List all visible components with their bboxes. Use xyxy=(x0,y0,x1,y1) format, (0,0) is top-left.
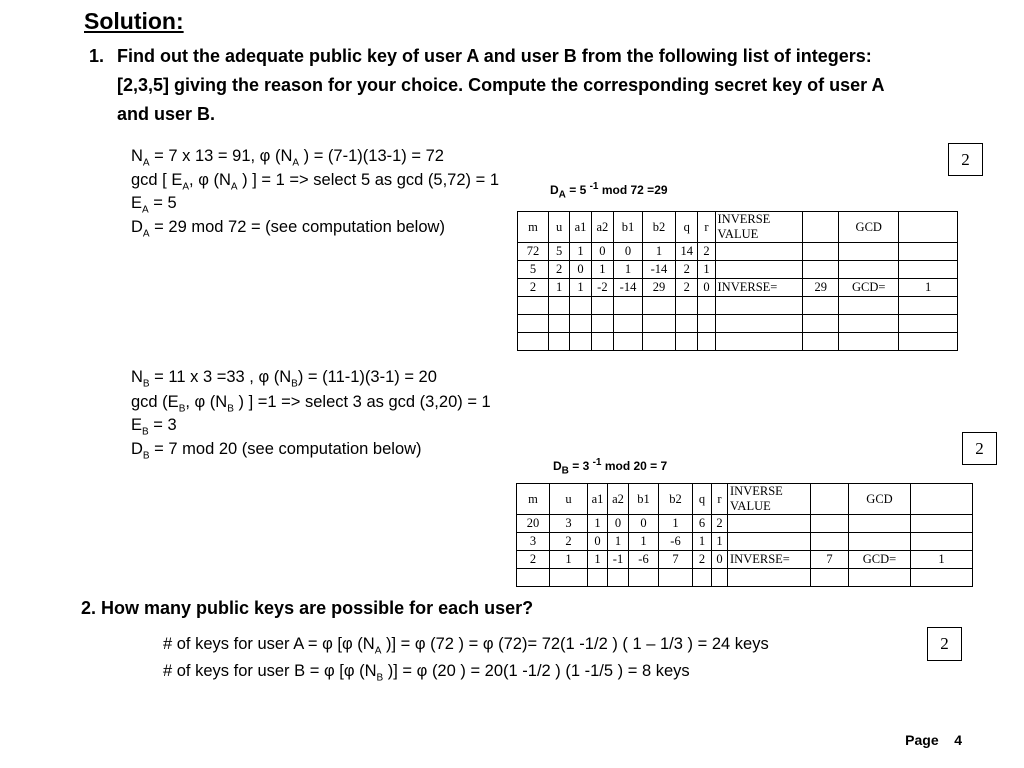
table-cell: m xyxy=(518,212,549,243)
table-cell xyxy=(698,315,715,333)
marks-box-a: 2 xyxy=(948,143,983,176)
table-cell xyxy=(849,515,911,533)
table-cell: 0 xyxy=(588,533,608,551)
table-cell: 1 xyxy=(642,243,675,261)
user-a-line-2: gcd [ $E_A$, φ ($N_A$ ) ] = 1 => select 5 as gcd (5,72) = 1 xyxy=(131,171,499,193)
table-cell: INVERSE= xyxy=(728,551,811,569)
question-1-number: 1. xyxy=(89,46,105,66)
table-cell xyxy=(614,297,643,315)
table-cell: 0 xyxy=(712,551,728,569)
table-cell: 1 xyxy=(911,551,973,569)
table-cell: INVERSE VALUE xyxy=(715,212,803,243)
table-cell xyxy=(839,297,899,315)
table-cell: 2 xyxy=(550,533,588,551)
table-cell: -6 xyxy=(629,551,659,569)
table-cell: GCD xyxy=(839,212,899,243)
table-cell: 2 xyxy=(517,551,550,569)
question-1-line-1: Find out the adequate public key of user A and user B from the following list of integers: xyxy=(117,46,872,66)
table-cell xyxy=(548,297,569,315)
table-cell: 5 xyxy=(518,261,549,279)
table-cell: b1 xyxy=(629,484,659,515)
table-row xyxy=(518,279,958,297)
table-cell: 1 xyxy=(588,515,608,533)
table-cell: 1 xyxy=(591,261,613,279)
table-cell xyxy=(642,315,675,333)
table-cell: 1 xyxy=(548,279,569,297)
table-cell xyxy=(849,533,911,551)
table-row xyxy=(518,261,958,279)
table-row xyxy=(517,533,973,551)
question-1-line-3: and user B. xyxy=(117,104,216,124)
table-cell: -1 xyxy=(608,551,629,569)
user-b-line-3: $E_B = 3$ xyxy=(131,416,177,438)
table-cell xyxy=(715,243,803,261)
table-cell: 14 xyxy=(676,243,698,261)
table-cell: 3 xyxy=(550,515,588,533)
user-a-inverse-label: $D_A = 5$ $^{-1}$ mod 72 =29 xyxy=(550,181,668,201)
table-cell: b2 xyxy=(642,212,675,243)
user-a-line-3: $E_A = 5$ xyxy=(131,194,177,216)
table-cell: r xyxy=(698,212,715,243)
table-row xyxy=(518,297,958,315)
table-cell: u xyxy=(548,212,569,243)
table-cell xyxy=(642,297,675,315)
table-cell xyxy=(715,297,803,315)
table-cell: 2 xyxy=(518,279,549,297)
table-cell: 2 xyxy=(676,261,698,279)
table-cell xyxy=(676,333,698,351)
table-cell: 20 xyxy=(517,515,550,533)
table-cell xyxy=(608,569,629,587)
user-b-line-2: $\gcd (E_B$, φ ($N_B$ ) ] =1 => select 3 as gcd (3,20) = 1 xyxy=(131,393,491,415)
table-cell: a1 xyxy=(588,484,608,515)
table-cell xyxy=(728,533,811,551)
table-cell xyxy=(728,515,811,533)
table-cell xyxy=(803,243,839,261)
table-cell: -2 xyxy=(591,279,613,297)
question-2-heading: 2. How many public keys are possible for each user? xyxy=(81,598,534,618)
table-cell: 2 xyxy=(693,551,712,569)
table-cell xyxy=(811,533,849,551)
table-cell: 72 xyxy=(518,243,549,261)
table-cell: 1 xyxy=(570,279,591,297)
user-b-computation-table xyxy=(516,483,973,587)
table-cell: a1 xyxy=(570,212,591,243)
table-cell: 0 xyxy=(698,279,715,297)
table-cell xyxy=(518,297,549,315)
user-a-computation-table xyxy=(517,211,958,351)
table-cell: INVERSE VALUE xyxy=(728,484,811,515)
table-cell: -14 xyxy=(642,261,675,279)
table-cell: 29 xyxy=(803,279,839,297)
page-title: Solution: xyxy=(84,8,184,34)
table-cell xyxy=(715,261,803,279)
table-cell xyxy=(591,297,613,315)
table-row xyxy=(517,569,973,587)
table-cell: q xyxy=(693,484,712,515)
question-1-line-2: [2,3,5] giving the reason for your choice. Compute the corresponding secret key of user A xyxy=(117,75,885,95)
user-a-line-1: $N_A = 7$ x 13 = 91, φ ($N_A$ ) = (7-1)(13-1) = 72 xyxy=(131,147,444,169)
table-cell: a2 xyxy=(591,212,613,243)
table-cell: 29 xyxy=(642,279,675,297)
table-cell: 1 xyxy=(693,533,712,551)
table-cell xyxy=(911,569,973,587)
table-cell: 1 xyxy=(550,551,588,569)
table-cell xyxy=(614,333,643,351)
table-cell xyxy=(839,333,899,351)
table-cell: INVERSE= xyxy=(715,279,803,297)
table-cell xyxy=(811,569,849,587)
table-row xyxy=(518,315,958,333)
table-cell: 1 xyxy=(570,243,591,261)
table-cell xyxy=(715,315,803,333)
table-cell xyxy=(803,297,839,315)
table-cell xyxy=(693,569,712,587)
table-cell xyxy=(570,333,591,351)
table-row xyxy=(517,551,973,569)
table-cell: b1 xyxy=(614,212,643,243)
table-cell: 1 xyxy=(608,533,629,551)
table-cell xyxy=(591,333,613,351)
table-cell xyxy=(899,243,958,261)
table-cell: r xyxy=(712,484,728,515)
table-cell: 0 xyxy=(629,515,659,533)
table-cell: 2 xyxy=(676,279,698,297)
table-cell xyxy=(676,315,698,333)
keys-user-b: # of keys for user B = φ [φ ($N_B$ )] = φ (20 ) = 20(1 -1/2 ) (1 -1/5 ) = 8 keys xyxy=(163,662,690,684)
table-cell xyxy=(911,484,973,515)
table-cell xyxy=(811,484,849,515)
table-cell: 2 xyxy=(698,243,715,261)
table-cell xyxy=(911,515,973,533)
table-cell: GCD xyxy=(849,484,911,515)
table-cell: 0 xyxy=(570,261,591,279)
table-cell xyxy=(803,333,839,351)
page-footer: Page 4 xyxy=(905,732,962,748)
table-cell: a2 xyxy=(608,484,629,515)
table-cell: 3 xyxy=(517,533,550,551)
table-cell: 0 xyxy=(608,515,629,533)
table-cell: m xyxy=(517,484,550,515)
table-cell: 7 xyxy=(659,551,693,569)
table-cell: 1 xyxy=(899,279,958,297)
table-cell xyxy=(899,315,958,333)
table-cell: 0 xyxy=(591,243,613,261)
table-cell xyxy=(899,261,958,279)
table-cell xyxy=(518,315,549,333)
table-cell xyxy=(803,212,839,243)
user-b-line-4: $D_B = 7$ mod 20 (see computation below) xyxy=(131,440,422,462)
table-cell: 1 xyxy=(614,261,643,279)
table-cell: 5 xyxy=(548,243,569,261)
table-row xyxy=(518,243,958,261)
table-cell xyxy=(803,315,839,333)
marks-box-b: 2 xyxy=(962,432,997,465)
table-cell xyxy=(698,297,715,315)
user-b-line-1: $N_B = 11$ x 3 =33 , φ $(N_B) = (11-1)(3-1) = 20$ xyxy=(131,368,437,390)
table-cell: 2 xyxy=(712,515,728,533)
table-cell xyxy=(728,569,811,587)
table-cell xyxy=(591,315,613,333)
table-cell: 0 xyxy=(614,243,643,261)
table-cell: 6 xyxy=(693,515,712,533)
table-cell xyxy=(548,315,569,333)
table-cell xyxy=(715,333,803,351)
table-cell xyxy=(911,533,973,551)
table-cell xyxy=(839,243,899,261)
table-cell: 2 xyxy=(548,261,569,279)
user-a-line-4: $D_A = 29$ mod 72 = (see computation below) xyxy=(131,218,445,240)
table-header-row xyxy=(518,212,958,243)
table-cell: GCD= xyxy=(849,551,911,569)
user-b-inverse-label: $D_B = 3$ $^{-1}$ mod 20 = 7 xyxy=(553,457,668,477)
table-cell: b2 xyxy=(659,484,693,515)
table-row xyxy=(518,333,958,351)
table-cell xyxy=(849,569,911,587)
table-cell: 1 xyxy=(629,533,659,551)
table-cell: 1 xyxy=(698,261,715,279)
keys-user-a: # of keys for user A = φ [φ ($N_A$ )] = φ (72 ) = φ (72)= 72(1 -1/2 ) ( 1 – 1/3 ) = 24 keys xyxy=(163,635,769,657)
table-cell xyxy=(712,569,728,587)
table-cell xyxy=(676,297,698,315)
table-cell xyxy=(839,315,899,333)
table-cell: -6 xyxy=(659,533,693,551)
table-cell: -14 xyxy=(614,279,643,297)
table-row xyxy=(517,515,973,533)
table-cell xyxy=(698,333,715,351)
table-cell xyxy=(518,333,549,351)
table-cell xyxy=(614,315,643,333)
table-cell: u xyxy=(550,484,588,515)
table-cell: q xyxy=(676,212,698,243)
marks-box-q2: 2 xyxy=(927,627,962,661)
table-cell xyxy=(659,569,693,587)
table-cell xyxy=(550,569,588,587)
table-cell: 1 xyxy=(659,515,693,533)
table-cell xyxy=(811,515,849,533)
table-cell xyxy=(570,297,591,315)
table-cell xyxy=(803,261,839,279)
table-cell xyxy=(899,333,958,351)
table-cell: 7 xyxy=(811,551,849,569)
table-cell xyxy=(517,569,550,587)
table-cell xyxy=(548,333,569,351)
table-cell: 1 xyxy=(712,533,728,551)
table-cell xyxy=(629,569,659,587)
table-cell xyxy=(642,333,675,351)
table-cell xyxy=(588,569,608,587)
table-cell xyxy=(839,261,899,279)
table-cell: GCD= xyxy=(839,279,899,297)
table-cell xyxy=(899,212,958,243)
table-header-row xyxy=(517,484,973,515)
table-cell xyxy=(570,315,591,333)
table-cell: 1 xyxy=(588,551,608,569)
table-cell xyxy=(899,297,958,315)
